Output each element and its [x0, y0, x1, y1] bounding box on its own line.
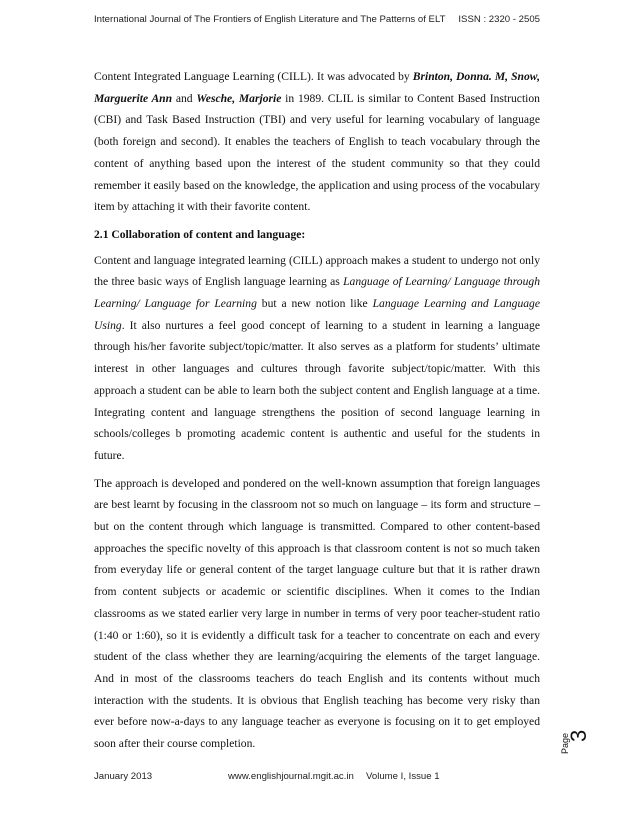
- section-heading: 2.1 Collaboration of content and language:: [94, 227, 306, 241]
- italic-term: Language Learning and Language Using: [94, 297, 540, 332]
- journal-title: International Journal of The Frontiers of English Literature and The Patterns of ELT: [94, 14, 446, 25]
- paragraph-cill: [94, 250, 540, 467]
- italic-term: Language of Learning/ Language through Learning/ Language for Learning: [94, 275, 540, 311]
- text-run: . It also nurtures a feel good concept of learning to a student in learning a language through his/her favorite subject/topic/matter. It also serves as a platform for students’ ultimate interest in other languages and cultures through favorite subject/topic/matter. With this approach a student can be able to learn both the subject content and English language at a time. Integrating content and language strengthens the position of second language learning in schools/colleges b promoting academic content is authentic and useful for the students in future.: [94, 318, 540, 462]
- text-run: Content Integrated Language Learning (CILL). It was advocated by: [94, 70, 413, 83]
- text-run: in 1989. CLIL is similar to Content Based Instruction (CBI) and Task Based Instruction (TBI) and very useful for learning vocabulary of language (both foreign and second). It enables the teachers of English to teach vocabulary through the content of anything based upon the interest of the student community so that they could remember it easily based on the knowledge, the application and using process of the vocabulary item by attaching it with their favorite content.: [94, 91, 540, 214]
- page-number-value: 3: [566, 729, 591, 742]
- footer-volume: Volume I, Issue 1: [366, 771, 440, 782]
- author-names: Wesche, Marjorie: [196, 91, 282, 105]
- article-body: [94, 66, 540, 761]
- page-label: Page: [560, 732, 570, 754]
- text-run: Content and language integrated learning (CILL) approach makes a student to undergo not only the three basic ways of English language learning as: [94, 253, 540, 289]
- page-number: [556, 714, 591, 754]
- author-names: Brinton, Donna. M, Snow, Marguerite Ann: [94, 70, 541, 105]
- footer-date: January 2013: [94, 771, 153, 782]
- paragraph-approach: The approach is developed and pondered on the well-known assumption that foreign languages are best learnt by focusing in the classroom not so much on language – its form and structure – but on the content through which language is transmitted. Compared to other content-based approaches the specific novelty of this approach is that classroom content is not so much taken from everyday life or general content of the target language culture but that it is rather drawn from content subjects or academic or scientific disciplines. When it comes to the Indian classrooms as we stated earlier very large in number in terms of very poor teacher-student ratio (1:40 or 1:60), so it is evidently a difficult task for a teacher to concentrate on each and every student of the class whether they are learning/acquiring the elements of the target language. And in most of the classrooms teachers do teach English and its contents without much interaction with the students. It is obvious that English teaching has become very risky than ever before now-a-days to any language teacher as everyone is focusing on it to get employed soon after their course completion.: [94, 476, 540, 751]
- issn-number: ISSN : 2320 - 2505: [458, 14, 540, 25]
- footer-url: www.englishjournal.mgit.ac.in: [228, 771, 354, 782]
- text-run: but a new notion like: [256, 297, 373, 311]
- paragraph-intro: [94, 66, 540, 218]
- text-run: and: [172, 91, 197, 105]
